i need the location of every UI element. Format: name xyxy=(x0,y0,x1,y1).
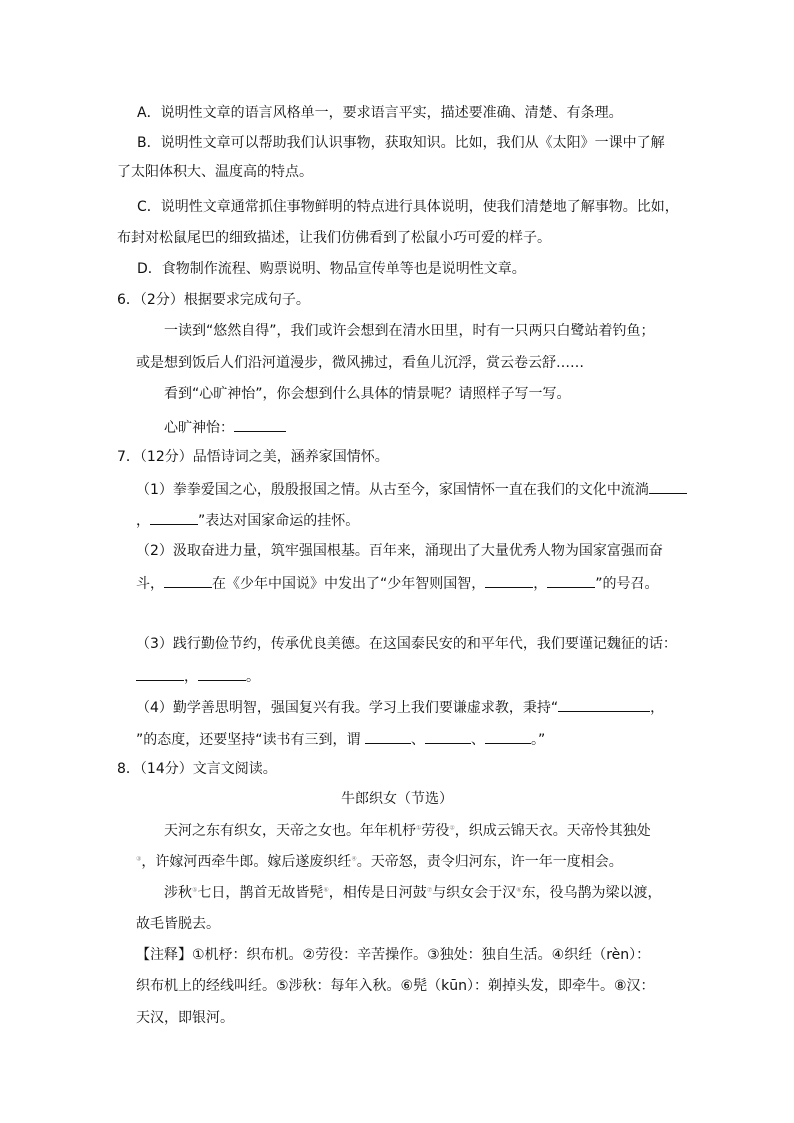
q7-s1-text: （1）拳拳爱国之心，殷殷报国之情。从古至今，家国情怀一直在我们的文化中流淌 xyxy=(136,482,649,498)
q7-s2-mid: 在《少年中国说》中发出了“少年智则国智， xyxy=(212,576,486,592)
option-d: D．食物制作流程、购票说明、物品宣传单等也是说明性文章。 xyxy=(137,261,526,277)
annotation-line2: 织布机上的经线叫纴。⑤涉秋：每年入秋。⑥髡（kūn）：剃掉头发，即牵牛。⑧汉： xyxy=(136,978,655,994)
q7-s3-comma: ， xyxy=(184,669,198,685)
q7-s4-blank3[interactable] xyxy=(425,729,471,744)
passage-line3 xyxy=(164,884,662,902)
q7-s4-blank1[interactable] xyxy=(558,697,650,712)
footnote-mark-6: ⑥ xyxy=(323,886,329,894)
q7-s3-blank1[interactable] xyxy=(136,666,184,681)
passage-l3a: 涉秋 xyxy=(164,885,192,901)
passage-l1b: 劳役 xyxy=(421,823,450,839)
q7-s2-end: ”的号召。 xyxy=(595,576,659,592)
footnote-mark-2: ② xyxy=(449,824,455,832)
q7-s2-blank1[interactable] xyxy=(164,573,212,588)
annotation-line3: 天汉，即银河。 xyxy=(136,1010,234,1026)
q7-s1-line1 xyxy=(136,479,687,499)
footnote-mark-1: ① xyxy=(416,824,422,832)
passage-l3c: ，相传是日河鼓 xyxy=(328,885,427,901)
q6-answer-blank[interactable] xyxy=(234,417,286,432)
q7-s3-line2 xyxy=(136,666,260,686)
q6-answer-label: 心旷神怡： xyxy=(164,420,234,436)
q8-heading: 8．（14分）文言文阅读。 xyxy=(117,761,277,777)
passage-l3e: 东，役乌鹊为梁以渡， xyxy=(521,885,662,901)
q7-s3-blank2[interactable] xyxy=(198,666,246,681)
q7-s1-blank2[interactable] xyxy=(150,510,198,525)
passage-line1 xyxy=(164,822,651,840)
q7-s2-start: 斗， xyxy=(136,576,164,592)
option-c-line2: 布封对松鼠尾巴的细致描述，让我们仿佛看到了松鼠小巧可爱的样子。 xyxy=(117,230,551,246)
q7-s4-text2: ”的态度，还要坚持“读书有三到，谓 xyxy=(136,732,365,748)
option-b-line2: 了太阳体积大、温度高的特点。 xyxy=(117,164,313,180)
option-a: A．说明性文章的语言风格单一，要求语言平实，描述要准确、清楚、有条理。 xyxy=(137,105,623,121)
q7-s4-comma: ， xyxy=(650,700,665,716)
q7-s4-end: 。” xyxy=(530,732,546,748)
passage-line4: 故毛皆脱去。 xyxy=(136,916,220,932)
q7-s1-comma: ， xyxy=(136,513,150,529)
footnote-mark-7: ⑦ xyxy=(426,886,433,894)
footnote-mark-3: ③ xyxy=(136,855,142,863)
q7-s1-line2 xyxy=(136,510,359,530)
annotation-line1: 【注释】①机杼：织布机。②劳役：辛苦操作。③独处：独自生活。④织纴（rèn）： xyxy=(136,947,651,963)
passage-l1a: 天河之东有织女，天帝之女也。年年机杼 xyxy=(164,823,416,839)
q6-paragraph-line2: 或是想到饭后人们沿河道漫步，微风拂过，看鱼儿沉浮，赏云卷云舒…… xyxy=(136,355,584,371)
q7-s4-blank2[interactable] xyxy=(365,729,411,744)
q6-answer-line xyxy=(164,417,286,437)
passage-line2 xyxy=(136,853,623,871)
footnote-mark-8: ⑧ xyxy=(516,886,522,894)
option-c-line1: C．说明性文章通常抓住事物鲜明的特点进行具体说明，使我们清楚地了解事物。比如， xyxy=(137,199,679,215)
q7-s4-blank4[interactable] xyxy=(485,729,531,744)
footnote-mark-5: ⑤ xyxy=(192,886,198,894)
q7-s2-blank3[interactable] xyxy=(547,573,595,588)
q6-paragraph-line1: 一读到“悠然自得”，我们或许会想到在清水田里，时有一只两只白鹭站着钓鱼； xyxy=(164,323,655,339)
q7-s2-comma: ， xyxy=(533,576,548,592)
q7-s4-sep2: 、 xyxy=(470,732,485,748)
q7-heading: 7．（12分）品悟诗词之美，涵养家国情怀。 xyxy=(117,449,389,465)
q7-s4-sep1: 、 xyxy=(410,732,425,748)
option-b-line1: B．说明性文章可以帮助我们认识事物，获取知识。比如，我们从《太阳》一课中了解 xyxy=(137,135,665,151)
q7-s3-end: 。 xyxy=(246,669,260,685)
q6-heading: 6．（2分）根据要求完成句子。 xyxy=(117,292,310,308)
passage-l2a: ，许嫁河西牵牛郎。嫁后遂废织纴 xyxy=(141,854,352,870)
passage-title: 牛郎织女（节选） xyxy=(341,791,453,807)
passage-l1c: ，织成云锦天衣。天帝怜其独处 xyxy=(454,823,651,839)
q7-s4-line2 xyxy=(136,729,545,749)
q7-s2-line2 xyxy=(136,573,659,593)
q7-s4-line1 xyxy=(136,697,664,717)
q7-s2-line1: （2）汲取奋进力量，筑牢强国根基。百年来，涌现出了大量优秀人物为国家富强而奋 xyxy=(136,543,663,559)
passage-l2b: 。天帝怒，责令归河东，许一年一度相会。 xyxy=(356,854,623,870)
passage-l3d: 与织女会于汉 xyxy=(432,885,517,901)
passage-l3b: 七日，鹊首无故皆髡 xyxy=(197,885,324,901)
q7-s1-rest: ”表达对国家命运的挂怀。 xyxy=(198,513,360,529)
q6-instruction: 看到“心旷神怡”，你会想到什么具体的情景呢？请照样子写一写。 xyxy=(164,386,571,402)
q7-s1-blank1[interactable] xyxy=(649,479,687,494)
footnote-mark-4: ④ xyxy=(351,855,357,863)
q7-s4-text: （4）勤学善思明智，强国复兴有我。学习上我们要谦虚求教，秉持“ xyxy=(136,700,559,716)
q7-s2-blank2[interactable] xyxy=(485,573,533,588)
q7-s3-line1: （3）践行勤俭节约，传承优良美德。在这国泰民安的和平年代，我们要谨记魏征的话： xyxy=(136,636,677,652)
